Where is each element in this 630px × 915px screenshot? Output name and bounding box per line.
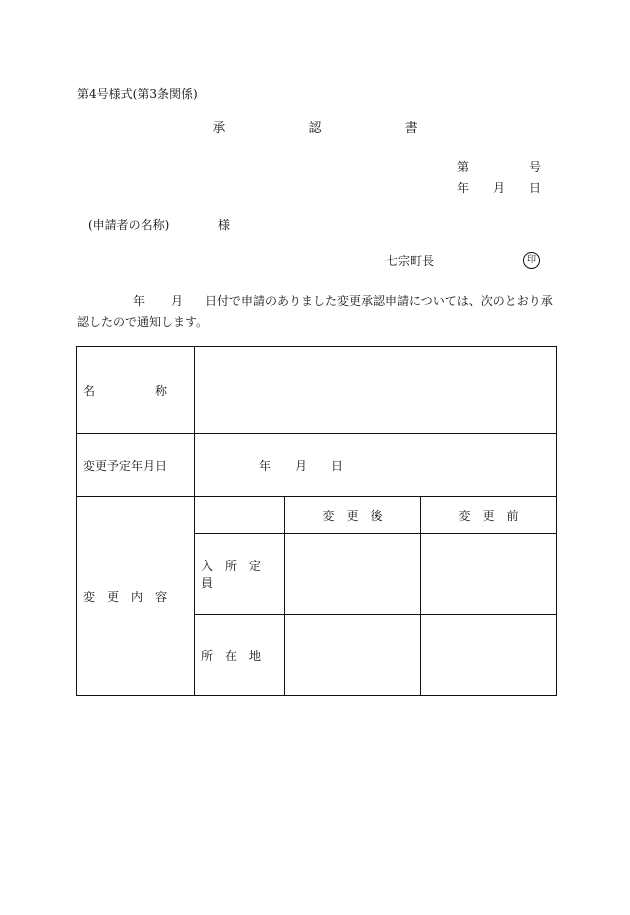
change-date-year: 年 (259, 458, 272, 473)
form-number: 第4号様式(第3条関係) (77, 87, 198, 101)
location-after-cell[interactable] (285, 615, 421, 696)
location-label-cell (195, 615, 285, 696)
capacity-before-cell[interactable] (421, 534, 557, 615)
doc-number-go: 号 (529, 160, 542, 174)
recipient-name: (申請者の名称) (88, 218, 170, 232)
recipient-honorific: 様 (218, 218, 231, 232)
date-value-cell[interactable] (195, 434, 557, 497)
date-month: 月 (493, 181, 506, 195)
change-date-month: 月 (295, 458, 308, 473)
body-paragraph (77, 291, 557, 333)
issuer-name: 七宗町長 (386, 254, 435, 268)
body-month: 月 (171, 294, 184, 308)
document-title (0, 121, 630, 137)
date-day: 日 (529, 181, 542, 195)
title-char: 書 (404, 121, 418, 136)
content-label: 変 更 内 容 (83, 589, 168, 604)
before-header: 変 更 前 (421, 497, 557, 534)
date-year: 年 (457, 181, 470, 195)
capacity-label: 入 所 定 員 (201, 559, 274, 590)
content-label-cell (77, 497, 195, 696)
title-char: 認 (308, 121, 322, 136)
capacity-label-cell (195, 534, 285, 615)
name-label: 名 称 (83, 383, 168, 398)
capacity-after-cell[interactable] (285, 534, 421, 615)
after-header: 変 更 後 (285, 497, 421, 534)
empty-header-cell (195, 497, 285, 534)
name-value-cell[interactable] (195, 347, 557, 434)
location-before-cell[interactable] (421, 615, 557, 696)
body-text: 日付で申請のありました変更承認申請については、次のとおり承認したので通知します。 (77, 294, 553, 329)
location-label: 所 在 地 (201, 648, 262, 663)
body-year: 年 (133, 294, 146, 308)
name-label-cell (77, 347, 195, 434)
date-label: 変更予定年月日 (83, 458, 168, 473)
date-label-cell (77, 434, 195, 497)
title-char: 承 (212, 121, 226, 136)
seal-icon: 印 (523, 252, 540, 269)
change-date-day: 日 (331, 458, 344, 473)
doc-number-dai: 第 (457, 160, 470, 174)
change-table (76, 346, 557, 696)
